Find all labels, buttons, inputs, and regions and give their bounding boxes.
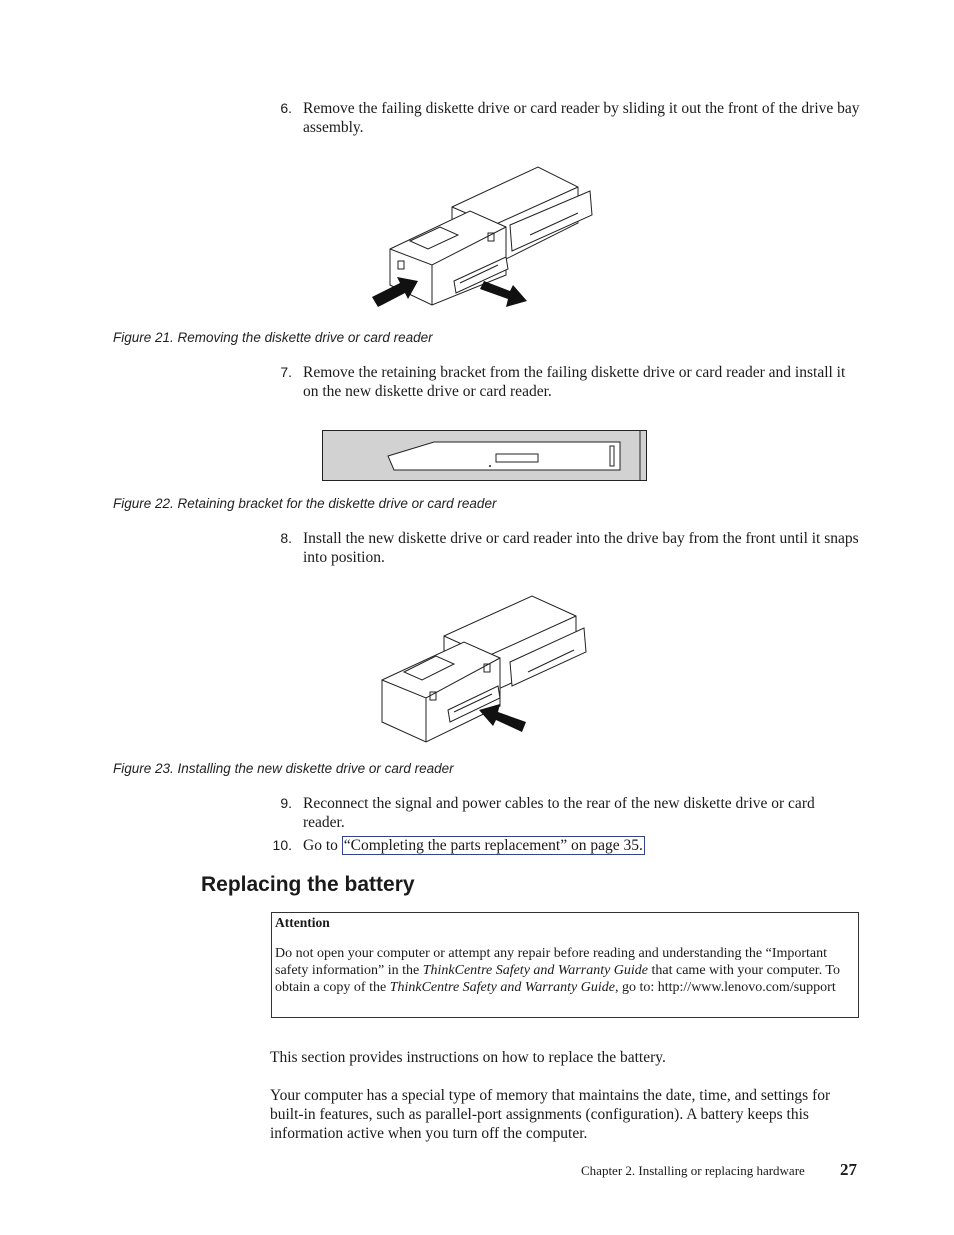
step-7 <box>270 363 860 401</box>
step-6 <box>270 99 860 137</box>
section-heading: Replacing the battery <box>201 873 415 896</box>
step-8 <box>270 529 860 567</box>
attention-title: Attention <box>275 915 330 930</box>
figure-22-caption: Figure 22. Retaining bracket for the diskette drive or card reader <box>113 496 497 511</box>
attention-text: , go to: http://www.lenovo.com/support <box>614 980 836 995</box>
intro-paragraph: This section provides instructions on how to replace the battery. <box>270 1049 666 1066</box>
page-number: 27 <box>840 1160 857 1179</box>
footer-chapter: Chapter 2. Installing or replacing hardware <box>581 1163 805 1178</box>
figure-21-illustration <box>370 165 610 310</box>
step-text: Reconnect the signal and power cables to the rear of the new diskette drive or card reader. <box>303 795 815 831</box>
step-text-prefix: Go to <box>303 837 342 854</box>
step-9 <box>270 794 860 832</box>
attention-body <box>275 945 853 996</box>
memory-paragraph: Your computer has a special type of memory that maintains the date, time, and settings for built-in features, such as parallel-port assignments (configuration). A battery keeps this information active when you turn off the computer. <box>270 1087 831 1142</box>
attention-box <box>271 912 859 1018</box>
step-text: Install the new diskette drive or card reader into the drive bay from the front until it snaps into position. <box>303 530 859 566</box>
completing-parts-replacement-link[interactable]: “Completing the parts replacement” on page 35. <box>343 837 643 854</box>
step-number: 6. <box>280 100 292 116</box>
step-number: 10. <box>272 837 292 853</box>
step-number: 8. <box>280 530 292 546</box>
figure-23-illustration <box>378 594 598 746</box>
step-number: 9. <box>280 795 292 811</box>
step-text: Remove the failing diskette drive or card reader by sliding it out the front of the drive bay assembly. <box>303 100 860 136</box>
step-10 <box>270 836 860 855</box>
guide-title: ThinkCentre Safety and Warranty Guide <box>422 963 649 978</box>
figure-21-caption: Figure 21. Removing the diskette drive or card reader <box>113 330 433 345</box>
step-text: Remove the retaining bracket from the failing diskette drive or card reader and install it on the new diskette drive or card reader. <box>303 364 846 400</box>
guide-title: ThinkCentre Safety and Warranty Guide <box>389 980 615 995</box>
attention-text: that came with your computer. To obtain a copy of the <box>275 963 841 995</box>
figure-23-caption: Figure 23. Installing the new diskette drive or card reader <box>113 761 454 776</box>
step-number: 7. <box>280 364 292 380</box>
step-text <box>303 836 860 855</box>
figure-22-illustration <box>322 430 648 482</box>
attention-text: Do not open your computer or attempt any repair before reading and understanding the “Important safety information” in the <box>275 946 828 978</box>
